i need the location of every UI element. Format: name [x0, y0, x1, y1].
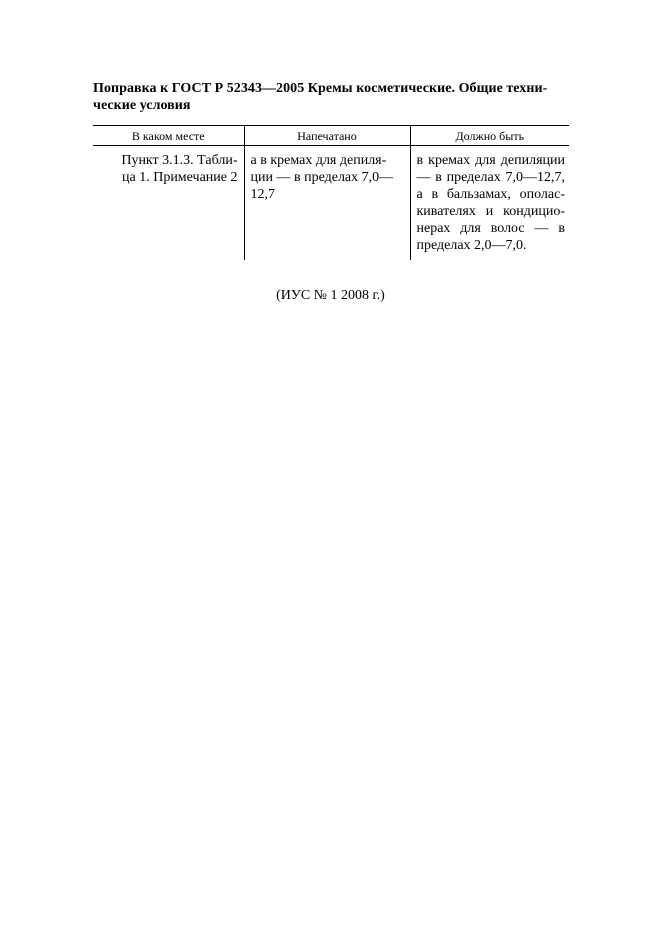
cell-line: а в бальзамах, ополас-	[416, 187, 565, 202]
table-header-row	[93, 126, 569, 146]
cell-line: — в пределах 7,0—12,7,	[416, 170, 565, 185]
cell-should-be	[410, 146, 569, 261]
cell-line: в кремах для депиляции	[416, 153, 565, 168]
column-header-place: В каком месте	[93, 126, 244, 146]
cell-line: Пункт 3.1.3. Табли-	[121, 153, 238, 168]
column-header-should-be: Должно быть	[410, 126, 569, 146]
table-row	[93, 146, 569, 261]
cell-line: а в кремах для депиля-	[250, 153, 387, 168]
source-note: (ИУС № 1 2008 г.)	[276, 288, 385, 303]
page-title	[93, 80, 569, 114]
cell-place	[93, 146, 244, 261]
cell-line: ца 1. Примечание 2	[122, 170, 238, 185]
column-header-printed: Напечатано	[244, 126, 410, 146]
cell-line: 12,7	[250, 187, 275, 202]
correction-table	[93, 125, 569, 260]
cell-line: пределах 2,0—7,0.	[416, 238, 527, 253]
title-line: Поправка к ГОСТ Р 52343—2005 Кремы косметические. Общие техни-	[93, 81, 548, 96]
title-line: ческие условия	[93, 98, 191, 113]
cell-line: кивателях и кондицио-	[416, 204, 565, 219]
cell-line: нерах для волос — в	[416, 221, 565, 236]
cell-line: ции — в пределах 7,0—	[250, 170, 394, 185]
cell-printed	[244, 146, 410, 261]
